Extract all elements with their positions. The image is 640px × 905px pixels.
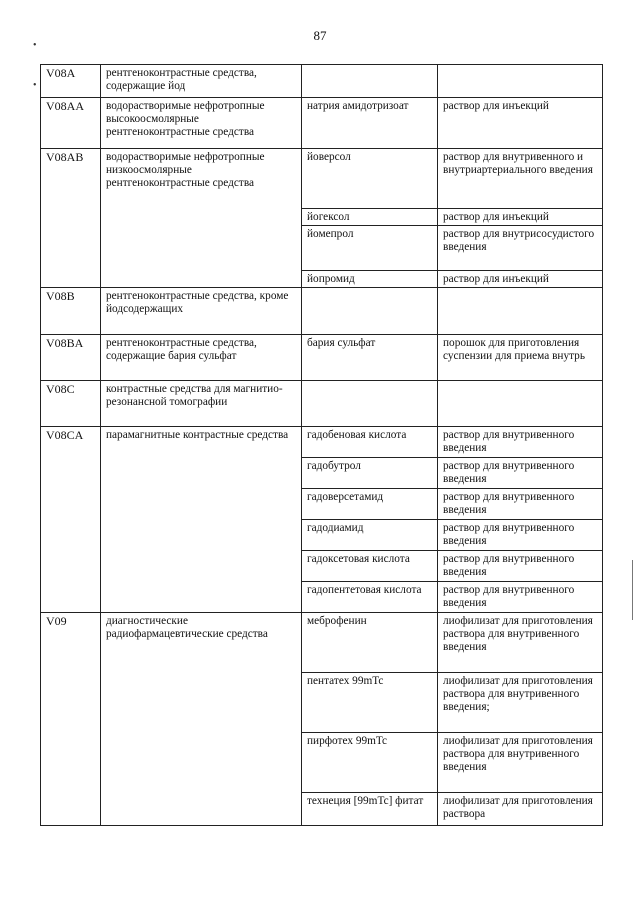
atc-code-cell: V08BA (41, 335, 101, 381)
atc-code-cell: V08CA (41, 427, 101, 613)
table-row (41, 288, 603, 335)
substance-cell: меброфенин (302, 613, 438, 673)
atc-code-cell: V08AA (41, 98, 101, 149)
substance-cell (302, 381, 438, 427)
substance-cell: гадодиамид (302, 520, 438, 551)
atc-code-cell: V08C (41, 381, 101, 427)
scan-edge-mark (632, 560, 633, 620)
dosage-form-cell: лиофилизат для приготовления раствора (438, 793, 603, 826)
table-row (41, 613, 603, 673)
group-name-cell: рентгеноконтрастные средства, содержащие йод (101, 65, 302, 98)
dosage-form-cell (438, 288, 603, 335)
dosage-form-cell: раствор для внутривенного введения (438, 427, 603, 458)
dosage-form-cell: лиофилизат для приготовления раствора для внутривенного введения (438, 733, 603, 793)
atc-code-cell: V09 (41, 613, 101, 826)
dosage-form-cell: раствор для внутривенного и внутриартериального введения (438, 149, 603, 209)
dosage-form-cell: раствор для инъекций (438, 271, 603, 288)
scan-dot: • (33, 80, 37, 91)
atc-code-cell: V08AB (41, 149, 101, 288)
atc-code-cell: V08A (41, 65, 101, 98)
substance-cell: йопромид (302, 271, 438, 288)
substance-cell: пирфотех 99mTc (302, 733, 438, 793)
group-name-cell: рентгеноконтрастные средства, содержащие бария сульфат (101, 335, 302, 381)
substance-cell: гадопентетовая кислота (302, 582, 438, 613)
dosage-form-cell: раствор для внутривенного введения (438, 458, 603, 489)
dosage-form-cell: порошок для приготовления суспензии для приема внутрь (438, 335, 603, 381)
dosage-form-cell (438, 381, 603, 427)
scan-dot: • (33, 40, 37, 51)
table-row (41, 149, 603, 209)
substance-cell: йогексол (302, 209, 438, 226)
substance-cell: гадоверсетамид (302, 489, 438, 520)
substance-cell (302, 288, 438, 335)
dosage-form-cell: раствор для инъекций (438, 98, 603, 149)
group-name-cell: диагностические радиофармацевтические средства (101, 613, 302, 826)
group-name-cell: контрастные средства для магнитио-резонансной томографии (101, 381, 302, 427)
dosage-form-cell: раствор для внутрисосудистого введения (438, 226, 603, 271)
substance-cell: йомепрол (302, 226, 438, 271)
table-row (41, 427, 603, 458)
substance-cell (302, 65, 438, 98)
dosage-form-cell: раствор для инъекций (438, 209, 603, 226)
substance-cell: бария сульфат (302, 335, 438, 381)
dosage-form-cell: раствор для внутривенного введения (438, 551, 603, 582)
substance-cell: технеция [99mTc] фитат (302, 793, 438, 826)
dosage-form-cell: раствор для внутривенного введения (438, 582, 603, 613)
substance-cell: йоверсол (302, 149, 438, 209)
page-number: 87 (313, 28, 327, 43)
table-row (41, 98, 603, 149)
table-row (41, 335, 603, 381)
drug-classification-table (40, 64, 603, 826)
substance-cell: пентатех 99mTc (302, 673, 438, 733)
group-name-cell: водорастворимые нефротропные высокоосмолярные рентгеноконтрастные средства (101, 98, 302, 149)
table-row (41, 381, 603, 427)
substance-cell: гадоксетовая кислота (302, 551, 438, 582)
group-name-cell: водорастворимые нефротропные низкоосмолярные рентгеноконтрастные средства (101, 149, 302, 288)
dosage-form-cell: лиофилизат для приготовления раствора для внутривенного введения (438, 613, 603, 673)
group-name-cell: рентгеноконтрастные средства, кроме йодсодержащих (101, 288, 302, 335)
table-row (41, 65, 603, 98)
dosage-form-cell: раствор для внутривенного введения (438, 489, 603, 520)
atc-code-cell: V08B (41, 288, 101, 335)
dosage-form-cell: лиофилизат для приготовления раствора для внутривенного введения; (438, 673, 603, 733)
substance-cell: натрия амидотризоат (302, 98, 438, 149)
dosage-form-cell: раствор для внутривенного введения (438, 520, 603, 551)
dosage-form-cell (438, 65, 603, 98)
substance-cell: гадобутрол (302, 458, 438, 489)
group-name-cell: парамагнитные контрастные средства (101, 427, 302, 613)
substance-cell: гадобеновая кислота (302, 427, 438, 458)
